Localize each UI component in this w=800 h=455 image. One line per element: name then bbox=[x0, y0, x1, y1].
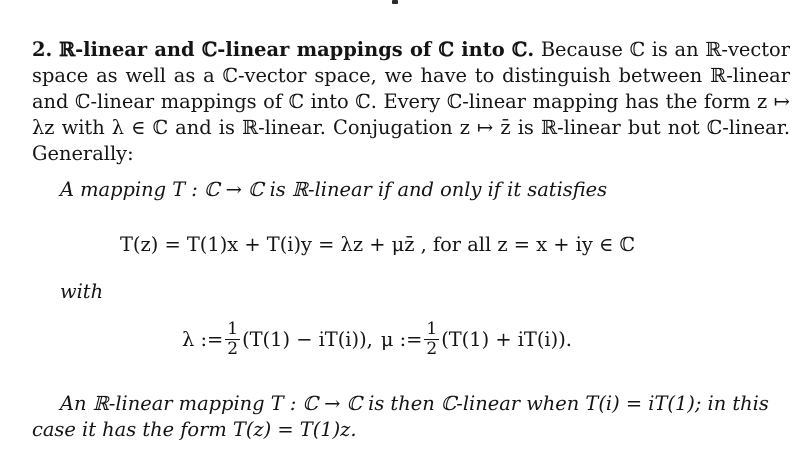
fraction-numerator: 1 bbox=[227, 319, 239, 339]
fraction-one-half-2 bbox=[424, 320, 439, 359]
lambda-rhs: (T(1) − iT(i)), bbox=[242, 327, 373, 351]
mu-rhs: (T(1) + iT(i)). bbox=[441, 327, 572, 351]
mu-lhs: μ := bbox=[380, 327, 423, 351]
equation-lambda-mu bbox=[182, 320, 572, 359]
conclusion-statement: An ℝ-linear mapping T : ℂ → ℂ is then ℂ-linear when T(i) = iT(1); in this case it has the form T(z) = T(1)z. bbox=[32, 392, 769, 441]
paragraph-2 bbox=[32, 37, 790, 167]
scan-artifact bbox=[392, 0, 398, 4]
with-label: with bbox=[60, 280, 104, 303]
fraction-denominator-2: 2 bbox=[426, 339, 438, 359]
fraction-numerator-2: 1 bbox=[426, 319, 438, 339]
paragraph-number: 2. bbox=[32, 38, 53, 61]
theorem-statement: A mapping T : ℂ → ℂ is ℝ-linear if and only if it satisfies bbox=[60, 178, 608, 201]
fraction-one-half bbox=[225, 320, 240, 359]
paragraph-heading: ℝ-linear and ℂ-linear mappings of ℂ into ℂ. bbox=[58, 38, 535, 61]
paragraph-body: Because ℂ is an ℝ-vector space as well as a ℂ-vector space, we have to distinguish between ℝ-linear and ℂ-linear mappings of ℂ into ℂ. Every ℂ-linear mapping has the form z ↦ λz with λ ∈ ℂ and is ℝ-linear. Conjugation z ↦ z̄ is ℝ-linear but not ℂ-linear. Generally: bbox=[32, 38, 790, 165]
equation-t-of-z: T(z) = T(1)x + T(i)y = λz + μz̄ , for all z = x + iy ∈ ℂ bbox=[120, 233, 635, 256]
lambda-lhs: λ := bbox=[182, 327, 224, 351]
fraction-denominator: 2 bbox=[227, 339, 239, 359]
